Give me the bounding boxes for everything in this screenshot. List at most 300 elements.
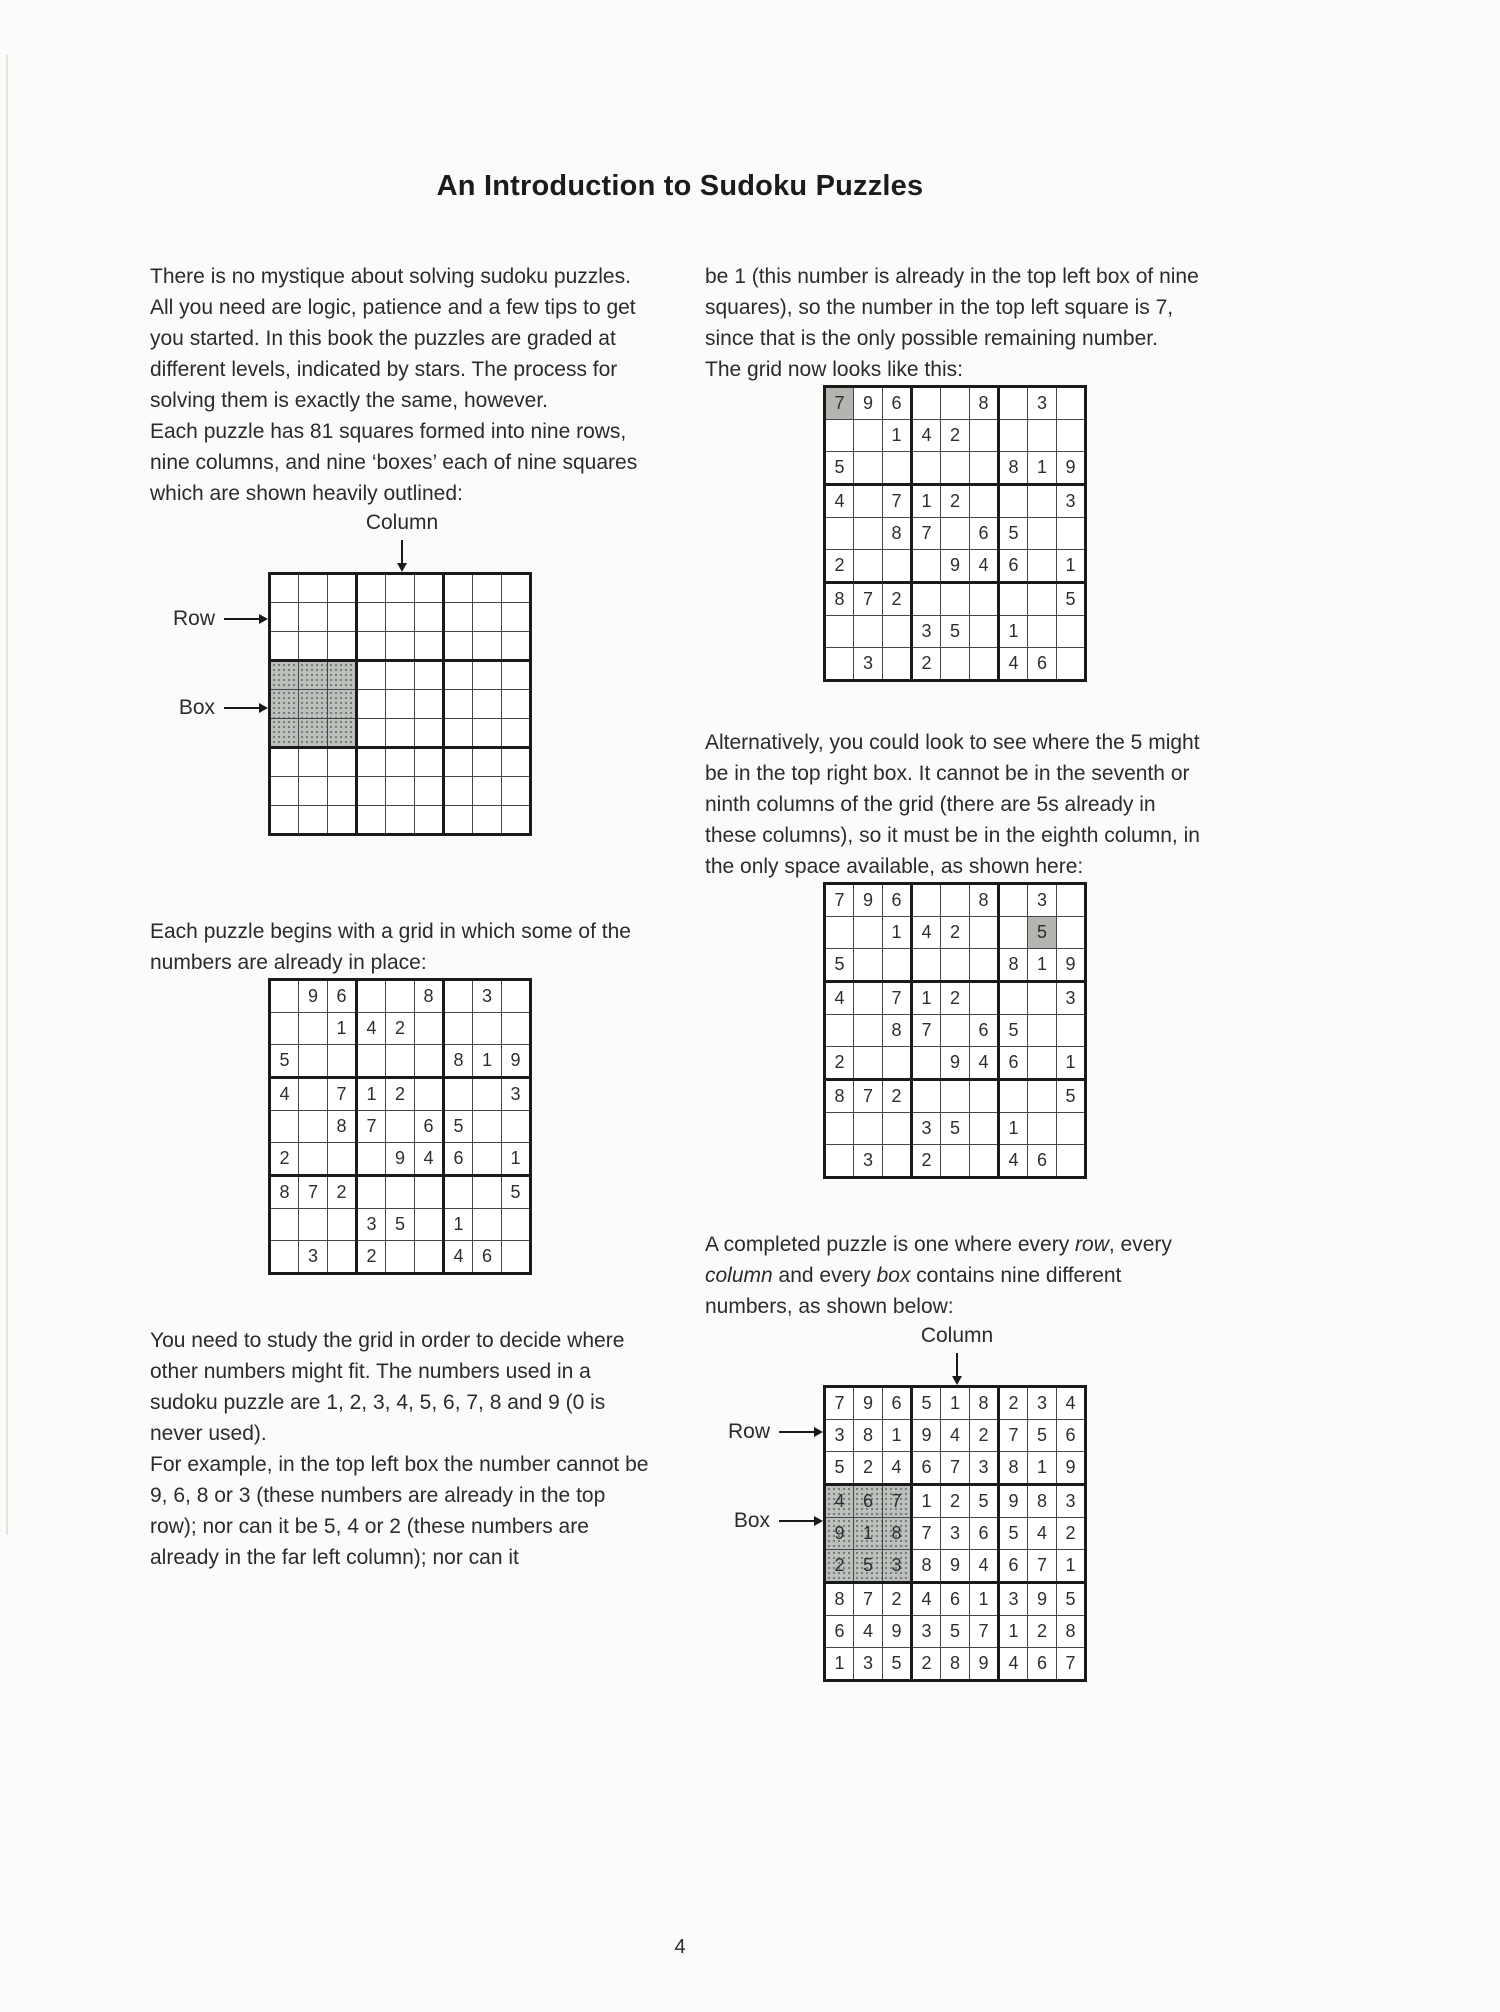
sudoku-cell — [825, 648, 854, 681]
sudoku-cell: 1 — [912, 485, 941, 518]
sudoku-cell: 7 — [941, 1452, 970, 1485]
sudoku-cell — [415, 1013, 444, 1045]
sudoku-cell: 1 — [1028, 949, 1057, 982]
sudoku-cell — [854, 982, 883, 1015]
sudoku-cell — [999, 982, 1028, 1015]
sudoku-cell: 1 — [912, 1485, 941, 1518]
sudoku-cell — [270, 1209, 299, 1241]
sudoku-cell — [912, 452, 941, 485]
sudoku-cell: 9 — [941, 1550, 970, 1583]
sudoku-cell — [912, 949, 941, 982]
sudoku-cell — [386, 574, 415, 603]
sudoku-cell — [854, 1113, 883, 1145]
sudoku-cell — [883, 648, 912, 681]
sudoku-cell: 7 — [1028, 1550, 1057, 1583]
sudoku-cell: 5 — [270, 1045, 299, 1078]
box-label: Box — [178, 696, 215, 719]
sudoku-cell: 7 — [883, 1485, 912, 1518]
sudoku-cell: 6 — [825, 1616, 854, 1648]
sudoku-cell — [1057, 1113, 1086, 1145]
sudoku-cell: 2 — [941, 982, 970, 1015]
sudoku-cell — [270, 980, 299, 1013]
sudoku-grid-after-5 — [823, 882, 1087, 1179]
sudoku-cell: 2 — [357, 1241, 386, 1274]
sudoku-cell — [1028, 583, 1057, 616]
sudoku-cell — [473, 806, 502, 835]
sudoku-cell: 4 — [912, 917, 941, 949]
sudoku-cell: 4 — [415, 1143, 444, 1176]
sudoku-cell — [1057, 884, 1086, 917]
sudoku-cell: 8 — [1057, 1616, 1086, 1648]
sudoku-cell: 9 — [883, 1616, 912, 1648]
sudoku-cell — [999, 1080, 1028, 1113]
sudoku-cell — [1028, 550, 1057, 583]
grid-wrap — [705, 1385, 1210, 1682]
sudoku-cell — [941, 648, 970, 681]
sudoku-cell — [415, 1176, 444, 1209]
sudoku-cell — [999, 420, 1028, 452]
text-segment: contains nine different numbers, as shown below: — [705, 1264, 1122, 1318]
sudoku-cell — [1028, 420, 1057, 452]
sudoku-cell — [357, 719, 386, 748]
sudoku-cell — [825, 1145, 854, 1178]
sudoku-cell — [970, 485, 999, 518]
sudoku-cell — [970, 583, 999, 616]
sudoku-cell — [825, 518, 854, 550]
sudoku-cell — [328, 1241, 357, 1274]
sudoku-cell: 5 — [386, 1209, 415, 1241]
sudoku-cell — [970, 648, 999, 681]
sudoku-cell: 4 — [1028, 1518, 1057, 1550]
arrow-down-icon — [956, 1353, 958, 1377]
sudoku-cell: 2 — [825, 1550, 854, 1583]
sudoku-cell: 5 — [1028, 917, 1057, 949]
sudoku-cell — [299, 1209, 328, 1241]
sudoku-cell — [970, 452, 999, 485]
sudoku-cell: 6 — [328, 980, 357, 1013]
sudoku-cell — [444, 1078, 473, 1111]
row-pointer — [150, 603, 260, 634]
arrow-right-icon — [224, 707, 260, 709]
sudoku-cell — [1028, 518, 1057, 550]
sudoku-cell — [386, 632, 415, 661]
sudoku-cell: 9 — [912, 1420, 941, 1452]
sudoku-cell: 8 — [854, 1420, 883, 1452]
sudoku-cell — [854, 550, 883, 583]
sudoku-cell: 8 — [270, 1176, 299, 1209]
column-label: Column — [365, 511, 439, 534]
sudoku-cell — [328, 777, 357, 806]
sudoku-cell: 8 — [999, 1452, 1028, 1485]
sudoku-cell: 2 — [912, 1648, 941, 1681]
sudoku-cell — [941, 387, 970, 420]
sudoku-cell: 6 — [1057, 1420, 1086, 1452]
sudoku-cell: 4 — [970, 1047, 999, 1080]
row-pointer — [705, 1416, 815, 1447]
sudoku-cell — [999, 917, 1028, 949]
sudoku-cell: 1 — [999, 1113, 1028, 1145]
left-column — [150, 261, 655, 1682]
sudoku-cell — [386, 1111, 415, 1143]
sudoku-cell — [883, 949, 912, 982]
sudoku-cell — [1028, 982, 1057, 1015]
sudoku-cell — [1028, 1113, 1057, 1145]
text-segment-italic: column — [705, 1264, 773, 1287]
sudoku-cell — [941, 1080, 970, 1113]
sudoku-cell: 2 — [1028, 1616, 1057, 1648]
sudoku-cell — [473, 690, 502, 719]
sudoku-cell — [270, 748, 299, 777]
sudoku-cell: 5 — [999, 1518, 1028, 1550]
sudoku-cell: 1 — [854, 1518, 883, 1550]
sudoku-cell: 2 — [825, 550, 854, 583]
sudoku-cell — [854, 452, 883, 485]
sudoku-cell: 2 — [912, 1145, 941, 1178]
sudoku-cell — [386, 777, 415, 806]
sudoku-cell — [502, 661, 531, 690]
sudoku-cell — [473, 1176, 502, 1209]
sudoku-cell: 2 — [941, 420, 970, 452]
sudoku-cell — [299, 806, 328, 835]
sudoku-cell: 9 — [825, 1518, 854, 1550]
sudoku-cell — [328, 690, 357, 719]
sudoku-cell — [883, 452, 912, 485]
book-page — [150, 170, 1210, 1682]
sudoku-cell — [444, 574, 473, 603]
sudoku-cell: 2 — [270, 1143, 299, 1176]
sudoku-cell: 6 — [415, 1111, 444, 1143]
sudoku-cell: 3 — [1028, 387, 1057, 420]
sudoku-cell: 6 — [1028, 648, 1057, 681]
arrow-right-icon — [779, 1431, 815, 1433]
sudoku-cell: 3 — [1028, 1387, 1057, 1420]
sudoku-cell: 6 — [883, 1387, 912, 1420]
sudoku-cell — [357, 1143, 386, 1176]
sudoku-cell: 8 — [444, 1045, 473, 1078]
sudoku-cell: 4 — [941, 1420, 970, 1452]
sudoku-cell: 1 — [357, 1078, 386, 1111]
sudoku-grid-empty-diagram — [268, 572, 532, 836]
sudoku-cell: 4 — [825, 982, 854, 1015]
grid-wrap — [150, 572, 655, 836]
sudoku-cell — [415, 748, 444, 777]
sudoku-cell: 4 — [999, 1648, 1028, 1681]
sudoku-cell — [854, 917, 883, 949]
sudoku-grid-completed — [823, 1385, 1087, 1682]
sudoku-cell — [999, 485, 1028, 518]
sudoku-cell: 9 — [854, 1387, 883, 1420]
text-segment: A completed puzzle is one where every — [705, 1233, 1076, 1256]
sudoku-cell: 2 — [386, 1013, 415, 1045]
box-label: Box — [733, 1509, 770, 1532]
sudoku-cell — [299, 1143, 328, 1176]
sudoku-cell — [473, 1209, 502, 1241]
sudoku-cell — [473, 1143, 502, 1176]
sudoku-cell: 4 — [825, 485, 854, 518]
figure-empty-grid — [150, 509, 655, 836]
sudoku-cell — [386, 1241, 415, 1274]
sudoku-cell — [357, 661, 386, 690]
sudoku-cell: 2 — [883, 583, 912, 616]
sudoku-cell — [386, 603, 415, 632]
sudoku-cell — [970, 616, 999, 648]
sudoku-cell: 9 — [854, 884, 883, 917]
box-pointer — [705, 1505, 815, 1536]
sudoku-cell — [415, 1078, 444, 1111]
sudoku-cell — [328, 1143, 357, 1176]
sudoku-cell — [502, 806, 531, 835]
sudoku-cell — [444, 777, 473, 806]
sudoku-cell: 8 — [883, 518, 912, 550]
sudoku-cell — [386, 719, 415, 748]
sudoku-cell — [473, 748, 502, 777]
sudoku-cell — [502, 1013, 531, 1045]
page-title: An Introduction to Sudoku Puzzles — [436, 170, 924, 202]
sudoku-cell: 5 — [999, 1015, 1028, 1047]
sudoku-cell — [328, 1045, 357, 1078]
sudoku-cell: 2 — [825, 1047, 854, 1080]
sudoku-cell — [825, 420, 854, 452]
sudoku-cell: 1 — [912, 982, 941, 1015]
sudoku-cell: 3 — [357, 1209, 386, 1241]
sudoku-cell — [299, 719, 328, 748]
sudoku-cell: 2 — [970, 1420, 999, 1452]
sudoku-cell — [854, 485, 883, 518]
sudoku-cell — [357, 632, 386, 661]
sudoku-cell — [883, 616, 912, 648]
sudoku-cell — [502, 748, 531, 777]
sudoku-cell — [825, 616, 854, 648]
sudoku-cell — [1028, 485, 1057, 518]
sudoku-cell: 3 — [299, 1241, 328, 1274]
sudoku-cell — [270, 719, 299, 748]
sudoku-cell: 8 — [999, 452, 1028, 485]
sudoku-cell — [473, 661, 502, 690]
sudoku-cell — [299, 603, 328, 632]
sudoku-cell: 5 — [970, 1485, 999, 1518]
sudoku-cell: 6 — [999, 550, 1028, 583]
sudoku-cell — [473, 1078, 502, 1111]
paragraph-completed-intro — [705, 1229, 1210, 1322]
sudoku-cell — [270, 690, 299, 719]
column-pointer — [268, 509, 536, 564]
sudoku-cell: 7 — [1057, 1648, 1086, 1681]
sudoku-cell — [473, 1013, 502, 1045]
sudoku-cell — [502, 719, 531, 748]
sudoku-cell — [912, 884, 941, 917]
sudoku-cell — [328, 574, 357, 603]
sudoku-cell: 1 — [1057, 1047, 1086, 1080]
sudoku-cell — [415, 1241, 444, 1274]
sudoku-cell — [328, 719, 357, 748]
sudoku-cell — [444, 690, 473, 719]
sudoku-cell — [854, 420, 883, 452]
sudoku-cell — [473, 603, 502, 632]
sudoku-cell: 9 — [1057, 452, 1086, 485]
text-segment: , every — [1108, 1233, 1172, 1256]
sudoku-cell: 1 — [1057, 550, 1086, 583]
sudoku-cell: 3 — [1028, 884, 1057, 917]
sudoku-cell: 2 — [386, 1078, 415, 1111]
sudoku-cell: 7 — [825, 387, 854, 420]
sudoku-cell: 2 — [941, 485, 970, 518]
sudoku-cell — [299, 574, 328, 603]
sudoku-cell: 3 — [970, 1452, 999, 1485]
sudoku-cell: 4 — [444, 1241, 473, 1274]
sudoku-cell — [299, 777, 328, 806]
sudoku-cell — [270, 574, 299, 603]
sudoku-cell — [415, 661, 444, 690]
sudoku-cell: 5 — [825, 1452, 854, 1485]
sudoku-cell: 7 — [883, 982, 912, 1015]
sudoku-cell — [1057, 616, 1086, 648]
sudoku-cell: 9 — [1057, 1452, 1086, 1485]
sudoku-cell: 1 — [328, 1013, 357, 1045]
paragraph-alternatively: Alternatively, you could look to see where the 5 might be in the top right box. It cannot be in the seventh or ninth columns of the grid (there are 5s already in these columns), so it must be in the eighth column, in the only space available, as shown here: — [705, 731, 1200, 878]
sudoku-cell: 6 — [473, 1241, 502, 1274]
sudoku-cell: 7 — [970, 1616, 999, 1648]
sudoku-cell — [357, 777, 386, 806]
sudoku-cell — [386, 980, 415, 1013]
sudoku-cell — [883, 1113, 912, 1145]
sudoku-cell: 4 — [1057, 1387, 1086, 1420]
row-label: Row — [727, 1420, 770, 1443]
sudoku-cell — [415, 777, 444, 806]
sudoku-cell: 5 — [825, 452, 854, 485]
sudoku-cell — [502, 1111, 531, 1143]
sudoku-cell: 5 — [883, 1648, 912, 1681]
sudoku-cell — [357, 1176, 386, 1209]
sudoku-cell — [444, 1176, 473, 1209]
sudoku-cell: 5 — [444, 1111, 473, 1143]
paragraph-begins: Each puzzle begins with a grid in which some of the numbers are already in place: — [150, 920, 631, 974]
sudoku-cell — [941, 1145, 970, 1178]
text-segment-italic: box — [876, 1264, 911, 1287]
box-pointer — [150, 692, 260, 723]
sudoku-cell — [941, 884, 970, 917]
sudoku-cell — [883, 1047, 912, 1080]
sudoku-cell — [912, 550, 941, 583]
sudoku-cell — [1057, 648, 1086, 681]
sudoku-cell: 5 — [1057, 1080, 1086, 1113]
arrow-down-icon — [401, 540, 403, 564]
sudoku-cell: 4 — [357, 1013, 386, 1045]
sudoku-cell: 3 — [912, 616, 941, 648]
sudoku-cell — [970, 1113, 999, 1145]
sudoku-cell: 5 — [1057, 583, 1086, 616]
sudoku-cell — [473, 1111, 502, 1143]
sudoku-cell: 8 — [970, 387, 999, 420]
text-segment: and every — [772, 1264, 877, 1287]
sudoku-cell: 2 — [941, 917, 970, 949]
sudoku-cell: 1 — [444, 1209, 473, 1241]
sudoku-cell — [970, 420, 999, 452]
sudoku-cell: 7 — [854, 1080, 883, 1113]
sudoku-cell — [444, 661, 473, 690]
sudoku-cell — [502, 574, 531, 603]
sudoku-cell — [825, 1015, 854, 1047]
sudoku-cell — [270, 1013, 299, 1045]
sudoku-cell — [999, 387, 1028, 420]
sudoku-cell — [357, 980, 386, 1013]
sudoku-cell — [1028, 616, 1057, 648]
sudoku-cell: 8 — [941, 1648, 970, 1681]
sudoku-cell — [357, 690, 386, 719]
sudoku-cell: 1 — [502, 1143, 531, 1176]
sudoku-cell — [1028, 1015, 1057, 1047]
sudoku-cell — [854, 1015, 883, 1047]
right-column — [705, 261, 1210, 1682]
sudoku-cell — [270, 777, 299, 806]
sudoku-cell — [502, 1209, 531, 1241]
sudoku-cell — [444, 632, 473, 661]
sudoku-cell: 8 — [328, 1111, 357, 1143]
sudoku-cell — [299, 1045, 328, 1078]
sudoku-cell — [444, 980, 473, 1013]
sudoku-cell: 7 — [912, 1015, 941, 1047]
sudoku-cell: 1 — [883, 917, 912, 949]
sudoku-cell — [473, 777, 502, 806]
sudoku-cell — [328, 748, 357, 777]
two-column-layout — [150, 261, 1210, 1682]
sudoku-cell — [999, 884, 1028, 917]
sudoku-cell: 8 — [970, 884, 999, 917]
sudoku-cell — [270, 806, 299, 835]
sudoku-cell: 1 — [825, 1648, 854, 1681]
row-label: Row — [172, 607, 215, 630]
sudoku-cell: 1 — [1028, 1452, 1057, 1485]
sudoku-cell: 5 — [941, 1616, 970, 1648]
sudoku-cell: 5 — [941, 616, 970, 648]
sudoku-cell: 6 — [970, 518, 999, 550]
sudoku-cell: 6 — [444, 1143, 473, 1176]
sudoku-cell: 6 — [999, 1550, 1028, 1583]
sudoku-cell: 6 — [1028, 1145, 1057, 1178]
sudoku-cell — [270, 1241, 299, 1274]
sudoku-cell — [415, 806, 444, 835]
sudoku-cell: 1 — [999, 616, 1028, 648]
sudoku-cell — [970, 949, 999, 982]
sudoku-cell: 4 — [270, 1078, 299, 1111]
sudoku-cell: 7 — [912, 518, 941, 550]
sudoku-cell — [415, 632, 444, 661]
sudoku-cell: 6 — [1028, 1648, 1057, 1681]
sudoku-cell — [473, 719, 502, 748]
sudoku-cell — [883, 1145, 912, 1178]
sudoku-cell — [415, 574, 444, 603]
sudoku-cell: 2 — [883, 1583, 912, 1616]
sudoku-cell — [1057, 917, 1086, 949]
sudoku-cell: 7 — [357, 1111, 386, 1143]
sudoku-cell: 8 — [825, 583, 854, 616]
sudoku-cell: 8 — [883, 1015, 912, 1047]
sudoku-cell: 7 — [883, 485, 912, 518]
sudoku-cell — [502, 980, 531, 1013]
sudoku-cell: 9 — [1028, 1583, 1057, 1616]
sudoku-cell — [912, 1047, 941, 1080]
sudoku-cell: 2 — [941, 1485, 970, 1518]
sudoku-cell: 8 — [415, 980, 444, 1013]
sudoku-cell — [299, 1111, 328, 1143]
sudoku-cell — [854, 949, 883, 982]
sudoku-cell — [912, 583, 941, 616]
sudoku-cell — [1028, 1080, 1057, 1113]
sudoku-cell — [328, 1209, 357, 1241]
sudoku-grid-after-7 — [823, 385, 1087, 682]
paragraph-squares: Each puzzle has 81 squares formed into nine rows, nine columns, and nine ‘boxes’ each of nine squares which are shown heavily outlined: — [150, 420, 638, 505]
sudoku-cell — [299, 632, 328, 661]
sudoku-cell: 7 — [912, 1518, 941, 1550]
